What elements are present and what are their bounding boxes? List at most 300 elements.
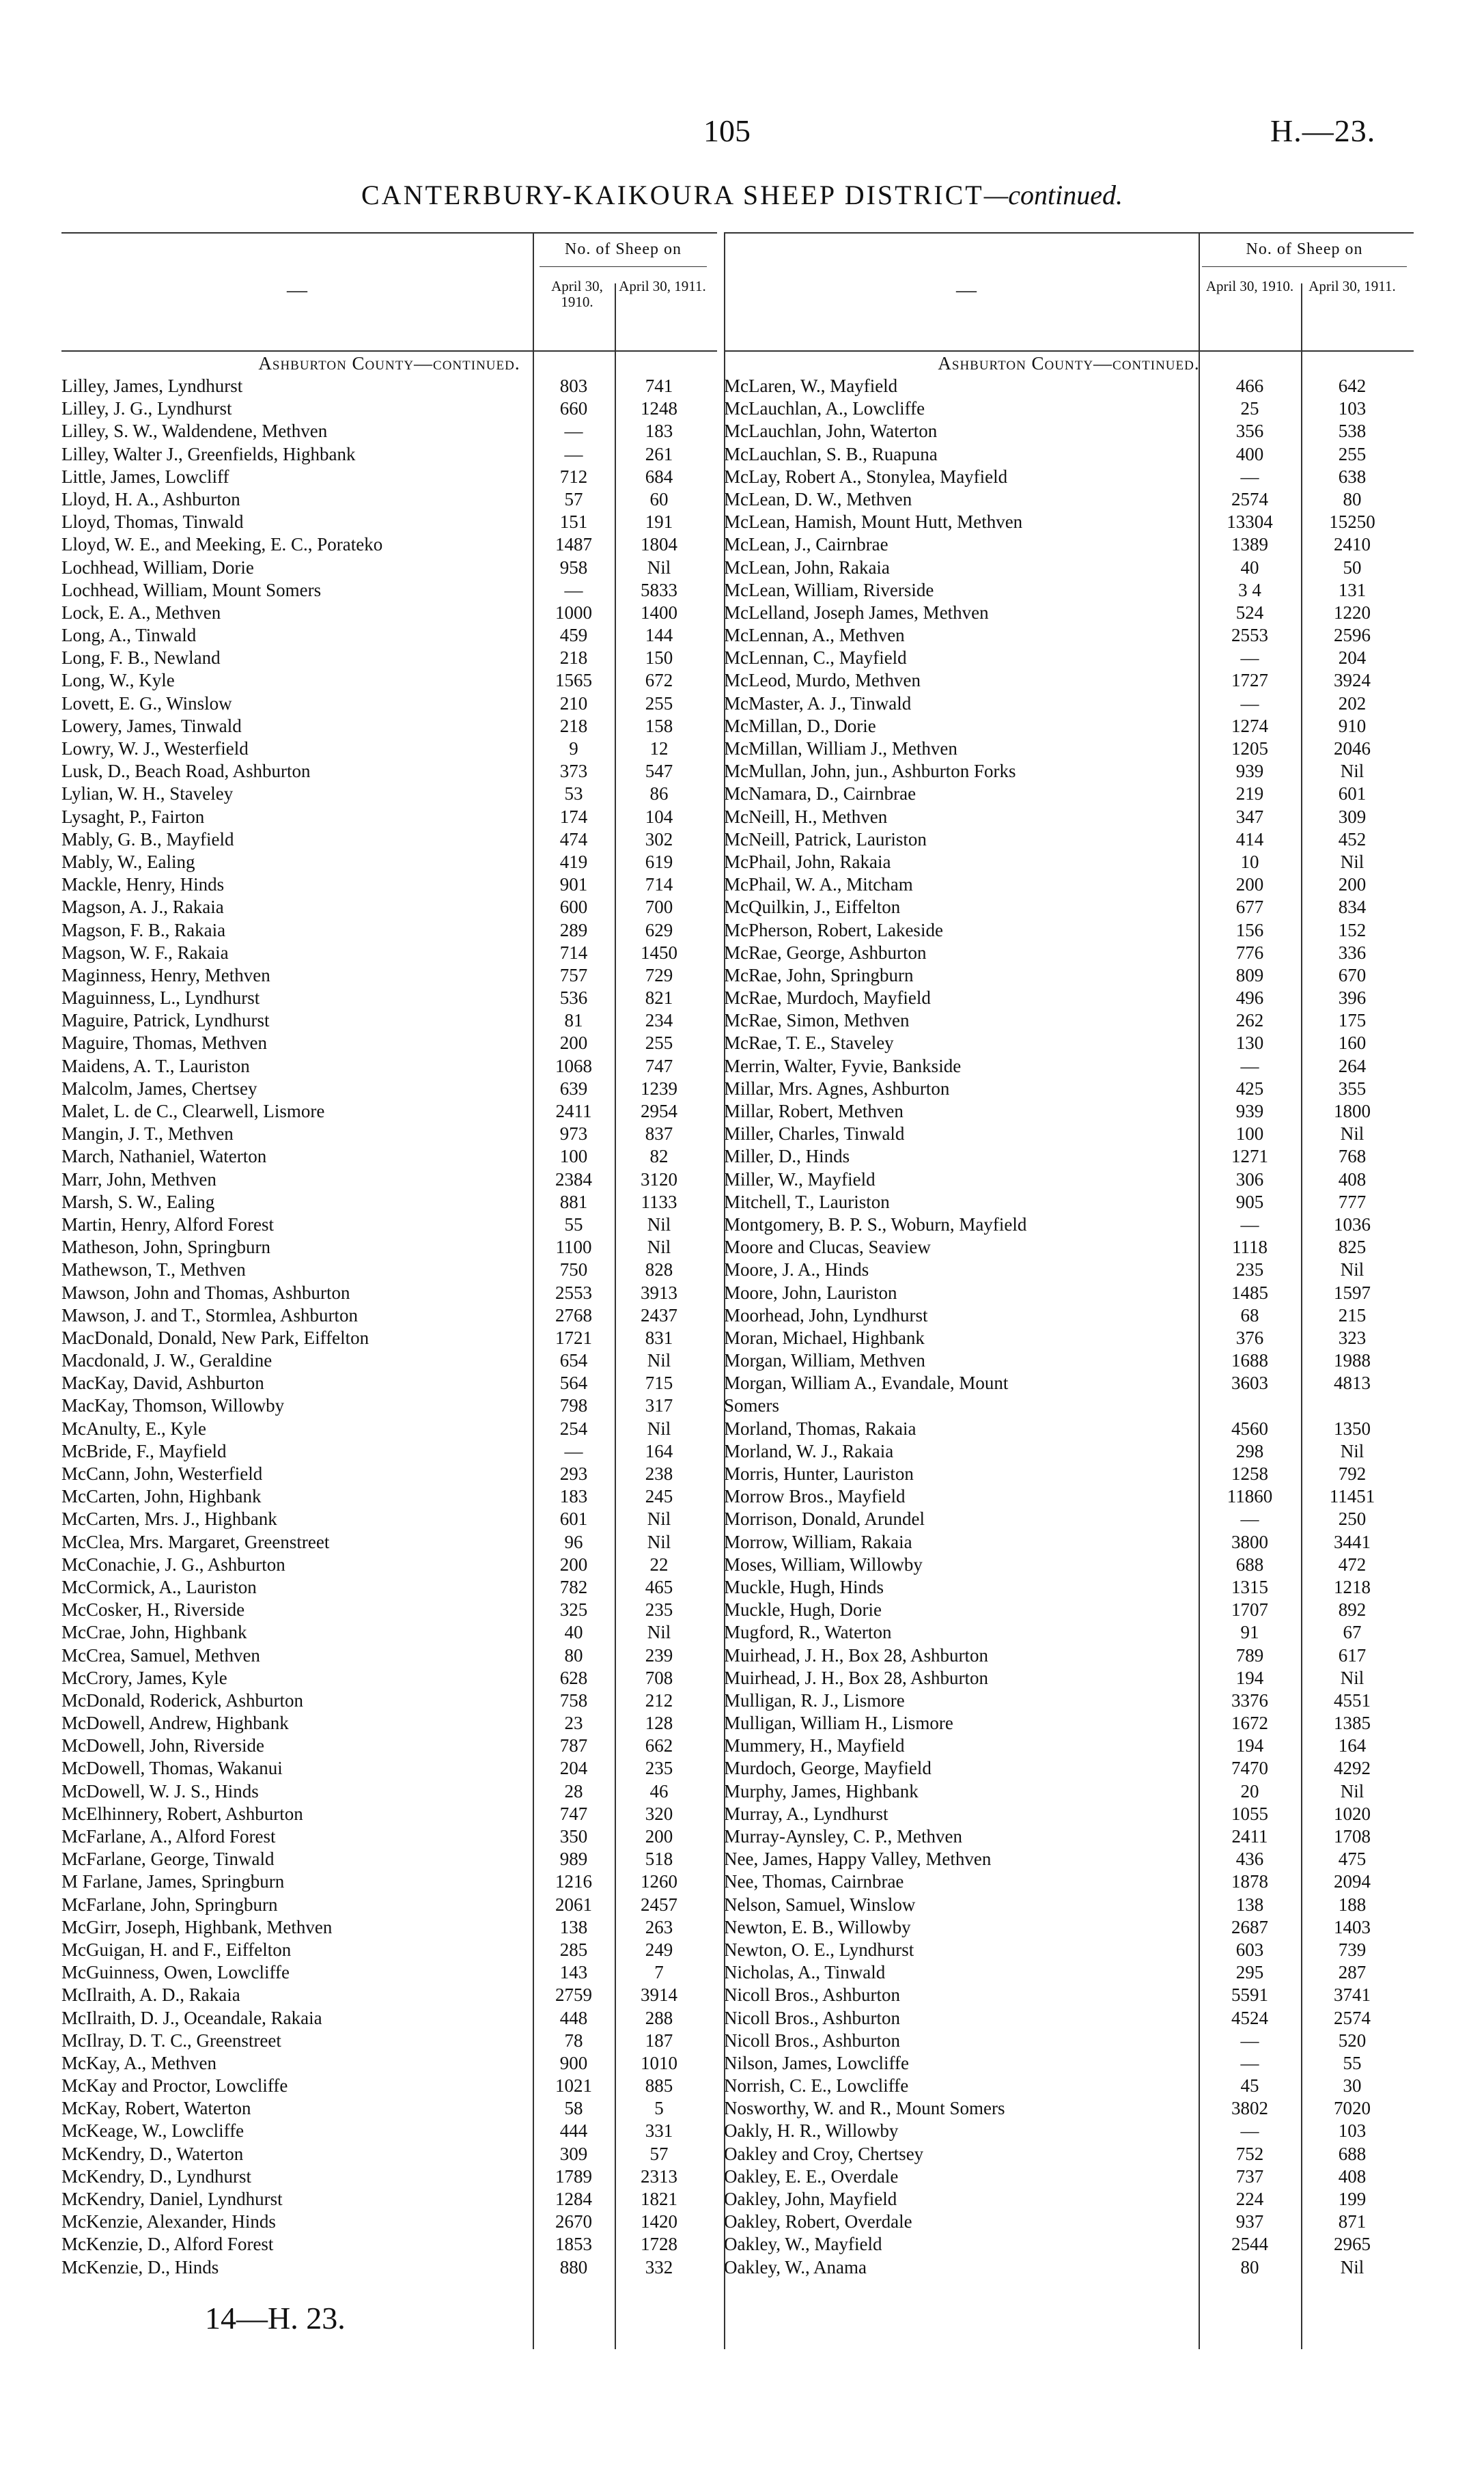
left-table-row (61, 1214, 717, 1236)
sheep-count-1910: 4524 (1231, 2007, 1268, 2028)
owner-name-address: Little, James, Lowcliff (61, 466, 229, 487)
owner-name-address: McMillan, D., Dorie (724, 715, 876, 736)
sheep-count-1910: 218 (559, 715, 588, 736)
left-header-dash: — (287, 279, 307, 301)
owner-name-address: Mawson, J. and T., Stormlea, Ashburton (61, 1304, 358, 1326)
sheep-count-1911: 1260 (641, 1871, 677, 1892)
owner-name-address: Mulligan, R. J., Lismore (724, 1689, 905, 1711)
owner-name-address: Mugford, R., Waterton (724, 1622, 892, 1643)
owner-name-address: Oakley, W., Anama (724, 2256, 867, 2277)
sheep-count-1911: 164 (1338, 1735, 1367, 1756)
owner-name-address: McCann, John, Westerfield (61, 1463, 263, 1484)
owner-name-address: McClea, Mrs. Margaret, Greenstreet (61, 1531, 330, 1552)
sheep-count-1910: 3802 (1231, 2098, 1268, 2119)
left-table-row (61, 1009, 717, 1032)
owner-name-address: Miller, D., Hinds (724, 1146, 850, 1167)
sheep-count-1910: 789 (1235, 1644, 1264, 1666)
right-table-row (724, 533, 1414, 556)
owner-name-address: McPhail, John, Rakaia (724, 851, 891, 872)
right-table-row (724, 760, 1414, 783)
sheep-count-1910: 9 (569, 738, 578, 759)
sheep-count-1910: 714 (559, 942, 588, 963)
sheep-count-1910: 448 (559, 2007, 588, 2028)
sheep-count-1910: 639 (559, 1078, 588, 1099)
right-table-row (724, 1304, 1414, 1327)
owner-name-address: McLean, John, Rakaia (724, 557, 890, 578)
sheep-count-1911: 50 (1343, 557, 1362, 578)
sheep-count-1911: 261 (645, 443, 673, 464)
right-table-row (724, 1531, 1414, 1554)
right-table-row (724, 1939, 1414, 1961)
owner-name-address: Lilley, Walter J., Greenfields, Highbank (61, 443, 356, 464)
sheep-count-1911: 199 (1338, 2189, 1367, 2209)
left-table-row (61, 1372, 717, 1394)
owner-name-address: McKay and Proctor, Lowcliffe (61, 2075, 288, 2097)
owner-name-address: Lovett, E. G., Winslow (61, 692, 232, 714)
sheep-count-1911: 1800 (1334, 1101, 1371, 1121)
sheep-count-1911: 708 (645, 1667, 673, 1688)
sheep-count-1910: 1487 (555, 534, 592, 555)
sheep-count-1911: 323 (1338, 1327, 1367, 1348)
sheep-count-1910: 1021 (555, 2075, 592, 2097)
sheep-count-1910: 20 (1240, 1780, 1259, 1801)
sheep-count-1910: 156 (1235, 919, 1264, 940)
sheep-count-1910: 28 (564, 1780, 583, 1801)
owner-name-address: Moore and Clucas, Seaview (724, 1237, 931, 1258)
sheep-count-1911: 670 (1338, 964, 1367, 985)
sheep-count-1910: 2553 (555, 1282, 592, 1303)
owner-name-address: Maguire, Patrick, Lyndhurst (61, 1010, 270, 1031)
sheep-count-1911: 7 (654, 1962, 664, 1983)
sheep-count-1911: 11451 (1329, 1486, 1375, 1507)
sheep-count-1910: 1118 (1232, 1237, 1268, 1258)
sheep-count-1910: 25 (1240, 398, 1259, 419)
sheep-count-1911: 104 (645, 806, 673, 827)
owner-name-address: Mitchell, T., Lauriston (724, 1191, 890, 1212)
sheep-count-1911: 2596 (1334, 625, 1371, 646)
owner-name-address: McKenzie, D., Hinds (61, 2256, 219, 2277)
owner-name-address: McCrae, John, Highbank (61, 1622, 247, 1643)
sheep-count-1911: 871 (1338, 2211, 1367, 2232)
sheep-count-1910: 55 (564, 1214, 583, 1235)
sheep-count-1910: 660 (559, 398, 588, 419)
sheep-count-1911: Nil (1340, 1259, 1364, 1280)
right-table-row (724, 987, 1414, 1009)
left-table-row (61, 1440, 717, 1463)
sheep-count-1910: 262 (1235, 1010, 1264, 1031)
sheep-count-1910: 3 4 (1238, 579, 1261, 600)
right-table-row (724, 1621, 1414, 1644)
sheep-count-1911: 741 (645, 376, 673, 396)
sheep-count-1910: 459 (559, 625, 588, 646)
owner-name-address: McRae, T. E., Staveley (724, 1033, 894, 1054)
right-column (724, 232, 1414, 2279)
sheep-count-1910: 787 (559, 1735, 588, 1756)
right-table-row (724, 1418, 1414, 1440)
owner-name-address: Murray, A., Lyndhurst (724, 1803, 888, 1824)
sheep-count-1911: Nil (647, 1509, 671, 1530)
owner-name-address: McLauchlan, A., Lowcliffe (724, 398, 925, 419)
owner-name-address: Lock, E. A., Methven (61, 602, 221, 623)
sheep-count-1910: 1315 (1231, 1576, 1268, 1597)
sheep-count-1910: — (1240, 1509, 1259, 1530)
sheep-count-1910: 737 (1235, 2165, 1264, 2187)
left-table-row (61, 1916, 717, 1939)
sheep-count-1910: 58 (564, 2098, 583, 2119)
footer-reference: 14—H. 23. (205, 2301, 346, 2336)
sheep-count-1910: 224 (1235, 2189, 1264, 2209)
owner-name-address: MacKay, Thomson, Willowby (61, 1395, 285, 1416)
owner-name-address: Lloyd, W. E., and Meeking, E. C., Porateko (61, 534, 383, 555)
sheep-count-1910: 293 (559, 1463, 588, 1484)
owner-name-address: Nicholas, A., Tinwald (724, 1962, 886, 1983)
owner-name-address: Morland, W. J., Rakaia (724, 1440, 894, 1461)
owner-name-address: Newton, E. B., Willowby (724, 1916, 911, 1937)
owner-name-address: McLauchlan, S. B., Ruapuna (724, 443, 938, 464)
sheep-count-1911: 739 (1338, 1939, 1367, 1960)
sheep-count-1911: 1403 (1334, 1916, 1371, 1937)
sheep-count-1910: 3800 (1231, 1531, 1268, 1552)
sheep-count-1910: 939 (1235, 1101, 1264, 1121)
sheep-count-1911: 1218 (1334, 1576, 1371, 1597)
owner-name-address: Morland, Thomas, Rakaia (724, 1418, 916, 1439)
sheep-count-1911: 601 (1338, 783, 1367, 804)
right-table-row (724, 1735, 1414, 1757)
left-table-row (61, 1644, 717, 1667)
left-header-year-1911: April 30, 1911. (619, 278, 706, 294)
sheep-count-1910: 436 (1235, 1849, 1264, 1870)
sheep-count-1911: 15250 (1329, 511, 1375, 533)
left-table-row (61, 1894, 717, 1916)
sheep-count-1911: 642 (1338, 376, 1367, 396)
owner-name-address: McFarlane, George, Tinwald (61, 1849, 275, 1870)
owner-name-address: McKeage, W., Lowcliffe (61, 2120, 244, 2142)
sheep-count-1911: 662 (645, 1735, 673, 1756)
owner-name-address: Malet, L. de C., Clearwell, Lismore (61, 1101, 325, 1121)
owner-name-address: McLean, William, Riverside (724, 579, 934, 600)
owner-name-address: Magson, W. F., Rakaia (61, 942, 229, 963)
sheep-count-1910: 1055 (1231, 1803, 1268, 1824)
sheep-count-1910: 100 (1235, 1123, 1264, 1145)
owner-name-address: Murray-Aynsley, C. P., Methven (724, 1826, 962, 1847)
owner-name-address: McLauchlan, John, Waterton (724, 421, 938, 442)
sheep-count-1911: 1450 (641, 942, 677, 963)
sheep-count-1910: 2768 (555, 1304, 592, 1326)
sheep-count-1910: 2759 (555, 1985, 592, 2006)
owner-name-address: Marsh, S. W., Ealing (61, 1191, 215, 1212)
sheep-count-1911: 1821 (641, 2189, 677, 2209)
owner-name-address: Long, W., Kyle (61, 670, 175, 691)
owner-name-address: Nelson, Samuel, Winslow (724, 1894, 916, 1915)
right-table-row (724, 1689, 1414, 1712)
sheep-count-1911: 777 (1338, 1191, 1367, 1212)
owner-name-address: McCarten, John, Highbank (61, 1486, 262, 1507)
sheep-count-1910: 143 (559, 1962, 588, 1983)
right-table-row (724, 1554, 1414, 1576)
right-table-row (724, 1712, 1414, 1735)
sheep-count-1910: 536 (559, 987, 588, 1009)
owner-name-address: McLean, J., Cairnbrae (724, 534, 888, 555)
sheep-count-1911: 538 (1338, 421, 1367, 442)
owner-name-address: McMillan, William J., Methven (724, 738, 957, 759)
owner-name-address: McAnulty, E., Kyle (61, 1418, 206, 1439)
left-table-row (61, 1282, 717, 1304)
right-table-row (724, 669, 1414, 692)
right-table-row (724, 2007, 1414, 2030)
owner-name-address: Maidens, A. T., Lauriston (61, 1055, 250, 1076)
sheep-count-1910: 654 (559, 1350, 588, 1371)
left-header-year-1910: April 30, 1910. (551, 278, 603, 310)
sheep-count-1910: 350 (559, 1826, 588, 1847)
right-table-row (724, 1145, 1414, 1168)
sheep-count-1911: 202 (1338, 692, 1367, 714)
owner-name-address: Maguire, Thomas, Methven (61, 1033, 267, 1054)
left-table-row (61, 1508, 717, 1530)
left-table-row (61, 738, 717, 760)
sheep-count-1911: 1010 (641, 2052, 677, 2073)
owner-name-address: McKay, A., Methven (61, 2052, 216, 2073)
owner-name-address: McGuinness, Owen, Lowcliffe (61, 1962, 290, 1983)
right-table-row (724, 1440, 1414, 1463)
owner-name-address: Oakley, Robert, Overdale (724, 2211, 912, 2232)
sheep-count-1911: 885 (645, 2075, 673, 2097)
owner-name-address: McIlray, D. T. C., Greenstreet (61, 2030, 281, 2051)
owner-name-address: McKay, Robert, Waterton (61, 2098, 251, 2119)
right-table-header (724, 232, 1414, 352)
sheep-count-1910: 376 (1235, 1327, 1264, 1348)
sheep-count-1910: 194 (1235, 1735, 1264, 1756)
right-table-body (724, 375, 1414, 2279)
right-table-row (724, 942, 1414, 964)
right-table-row (724, 420, 1414, 443)
sheep-count-1910: — (1240, 1214, 1259, 1235)
left-table-row (61, 533, 717, 556)
owner-name-address: McRae, John, Springburn (724, 964, 914, 985)
left-table-row (61, 1055, 717, 1078)
owner-name-address: McLean, Hamish, Mount Hutt, Methven (724, 511, 1023, 533)
sheep-count-1911: 792 (1338, 1463, 1367, 1484)
owner-name-address: McCormick, A., Lauriston (61, 1576, 257, 1597)
sheep-count-1910: — (564, 443, 583, 464)
left-table-row (61, 1621, 717, 1644)
left-table-row (61, 806, 717, 828)
sheep-count-1911: 4813 (1334, 1373, 1371, 1394)
owner-name-address: McCrea, Samuel, Methven (61, 1644, 260, 1666)
right-header-no-of-sheep: No. of Sheep on (1246, 240, 1363, 258)
sheep-count-1911: 55 (1343, 2052, 1362, 2073)
sheep-count-1911: 67 (1343, 1622, 1362, 1643)
page-number: 105 (703, 113, 751, 148)
sheep-count-1911: 245 (645, 1486, 673, 1507)
sheep-count-1910: 603 (1235, 1939, 1264, 1960)
owner-name-address: Mably, W., Ealing (61, 851, 195, 872)
sheep-count-1910: 45 (1240, 2075, 1259, 2097)
sheep-count-1910: 1707 (1231, 1599, 1268, 1621)
owner-name-address: McRae, George, Ashburton (724, 942, 927, 963)
owner-name-address: Lochhead, William, Mount Somers (61, 579, 322, 600)
sheep-count-1911: 5 (654, 2098, 664, 2119)
right-table-row (724, 783, 1414, 805)
sheep-count-1910: 2411 (1231, 1826, 1268, 1847)
left-table-row (61, 1803, 717, 1825)
owner-name-address: Nicoll Bros., Ashburton (724, 1985, 901, 2006)
sheep-count-1910: 80 (1240, 2256, 1259, 2277)
left-table-row (61, 692, 717, 715)
sheep-count-1911: 3120 (641, 1168, 677, 1190)
owner-name-address: McLennan, A., Methven (724, 625, 905, 646)
right-table-row (724, 2143, 1414, 2165)
sheep-count-1910: 973 (559, 1123, 588, 1145)
sheep-count-1911: 729 (645, 964, 673, 985)
left-table-row (61, 919, 717, 942)
sheep-count-1910: 958 (559, 557, 588, 578)
sheep-count-1911: Nil (647, 1350, 671, 1371)
owner-name-address: Mably, G. B., Mayfield (61, 828, 234, 850)
sheep-count-1910: 881 (559, 1191, 588, 1212)
sheep-count-1910: 210 (559, 692, 588, 714)
left-table-row (61, 2030, 717, 2052)
owner-name-address: Lowry, W. J., Westerfield (61, 738, 249, 759)
sheep-count-1910: 325 (559, 1599, 588, 1621)
sheep-count-1911: 264 (1338, 1055, 1367, 1076)
left-table-row (61, 1032, 717, 1054)
sheep-count-1911: 150 (645, 647, 673, 669)
sheep-count-1911: 408 (1338, 2165, 1367, 2187)
owner-name-address: McDowell, W. J. S., Hinds (61, 1780, 259, 1801)
sheep-count-1911: 910 (1338, 715, 1367, 736)
owner-name-address: McGirr, Joseph, Highbank, Methven (61, 1916, 333, 1937)
right-table-row (724, 1259, 1414, 1281)
sheep-count-1911: 30 (1343, 2075, 1362, 2097)
sheep-count-1911: 250 (1338, 1509, 1367, 1530)
owner-name-address: Newton, O. E., Lyndhurst (724, 1939, 914, 1960)
title-main: CANTERBURY-KAIKOURA SHEEP DISTRICT (361, 180, 984, 210)
sheep-count-1910: 1853 (555, 2234, 592, 2255)
sheep-count-1911: 825 (1338, 1237, 1367, 1258)
owner-name-address: McNeill, H., Methven (724, 806, 888, 827)
sheep-count-1910: 1688 (1231, 1350, 1268, 1371)
sheep-count-1910: — (1240, 692, 1259, 714)
left-table-row (61, 1259, 717, 1281)
owner-name-address: Lilley, J. G., Lyndhurst (61, 398, 232, 419)
left-table-header (61, 232, 717, 352)
sheep-count-1910: 880 (559, 2256, 588, 2277)
sheep-count-1911: 1350 (1334, 1418, 1371, 1439)
owner-name-address: McDowell, Andrew, Highbank (61, 1713, 289, 1734)
sheep-count-1911: 1036 (1334, 1214, 1371, 1235)
left-table-row (61, 602, 717, 624)
left-table-row (61, 2165, 717, 2188)
sheep-count-1910: 285 (559, 1939, 588, 1960)
right-table-row (724, 1055, 1414, 1078)
sheep-count-1910: 564 (559, 1373, 588, 1394)
sheep-count-1911: Nil (1340, 1123, 1364, 1145)
left-table-row (61, 964, 717, 987)
owner-name-address: McDowell, John, Riverside (61, 1735, 264, 1756)
sheep-count-1911: 3913 (641, 1282, 677, 1303)
sheep-count-1911: 1133 (641, 1191, 677, 1212)
right-table-row (724, 2052, 1414, 2075)
sheep-count-1910: 1485 (1231, 1282, 1268, 1303)
sheep-count-1911: 302 (645, 828, 673, 850)
sheep-count-1911: 57 (649, 2143, 669, 2164)
sheep-count-1910: 496 (1235, 987, 1264, 1009)
right-table-row (724, 1349, 1414, 1372)
right-table-row (724, 1372, 1414, 1394)
left-table-row (61, 2256, 717, 2279)
owner-name-address: McCosker, H., Riverside (61, 1599, 245, 1621)
sheep-count-1911: 82 (649, 1146, 669, 1167)
right-table-row (724, 375, 1414, 397)
owner-name-address: Merrin, Walter, Fyvie, Bankside (724, 1055, 962, 1076)
owner-name-address: Oakly, H. R., Willowby (724, 2120, 899, 2142)
owner-name-address: Magson, F. B., Rakaia (61, 919, 226, 940)
sheep-count-1910: — (1240, 1055, 1259, 1076)
sheep-count-1911: 2954 (641, 1101, 677, 1121)
left-table-row (61, 1984, 717, 2006)
sheep-count-1911: Nil (647, 1237, 671, 1258)
sheep-count-1910: — (1240, 2120, 1259, 2142)
owner-name-address: Montgomery, B. P. S., Woburn, Mayfield (724, 1214, 1027, 1235)
sheep-count-1911: 200 (645, 1826, 673, 1847)
sheep-count-1910: — (1240, 2030, 1259, 2051)
owner-name-address: MacKay, David, Ashburton (61, 1373, 264, 1394)
right-table-row (724, 1032, 1414, 1054)
sheep-count-1910: 40 (564, 1622, 583, 1643)
owner-name-address: Maginness, Henry, Methven (61, 964, 270, 985)
sheep-count-1911: 309 (1338, 806, 1367, 827)
sheep-count-1911: 1220 (1334, 602, 1371, 623)
owner-name-address: Oakley, E. E., Overdale (724, 2165, 899, 2187)
owner-name-address: McCarten, Mrs. J., Highbank (61, 1509, 277, 1530)
left-table-row (61, 397, 717, 420)
sheep-count-1911: 86 (649, 783, 669, 804)
owner-name-address: Muirhead, J. H., Box 28, Ashburton (724, 1644, 988, 1666)
sheep-count-1910: 3376 (1231, 1689, 1268, 1711)
right-section-heading: Ashburton County—continued. (938, 353, 1200, 374)
sheep-count-1910: 10 (1240, 851, 1259, 872)
left-table-row (61, 2233, 717, 2256)
sheep-count-1910: 905 (1235, 1191, 1264, 1212)
sheep-count-1911: 2457 (641, 1894, 677, 1915)
sheep-count-1911: 255 (645, 692, 673, 714)
right-table-row (724, 1984, 1414, 2006)
left-table-row (61, 1689, 717, 1712)
sheep-count-1911: Nil (1340, 1780, 1364, 1801)
right-table-row (724, 2256, 1414, 2279)
owner-name-address: McCrory, James, Kyle (61, 1667, 227, 1688)
sheep-count-1911: 768 (1338, 1146, 1367, 1167)
owner-name-address: Lilley, S. W., Waldendene, Methven (61, 421, 328, 442)
owner-name-address: McKenzie, D., Alford Forest (61, 2234, 274, 2255)
left-table-row (61, 1939, 717, 1961)
sheep-count-1910: 1216 (555, 1871, 592, 1892)
sheep-count-1910: 601 (559, 1509, 588, 1530)
owner-name-address: Nilson, James, Lowcliffe (724, 2052, 909, 2073)
right-table-row (724, 2233, 1414, 2256)
right-table-row (724, 692, 1414, 715)
owner-name-address: Muckle, Hugh, Dorie (724, 1599, 882, 1621)
left-table-row (61, 1418, 717, 1440)
owner-name-address: McElhinnery, Robert, Ashburton (61, 1803, 303, 1824)
right-table-row (724, 873, 1414, 896)
sheep-count-1911: 892 (1338, 1599, 1367, 1621)
right-table-row (724, 624, 1414, 647)
sheep-count-1910: 138 (559, 1916, 588, 1937)
sheep-count-1910: 2553 (1231, 625, 1268, 646)
sheep-count-1910: 194 (1235, 1667, 1264, 1688)
owner-name-address: Morrow, William, Rakaia (724, 1531, 912, 1552)
